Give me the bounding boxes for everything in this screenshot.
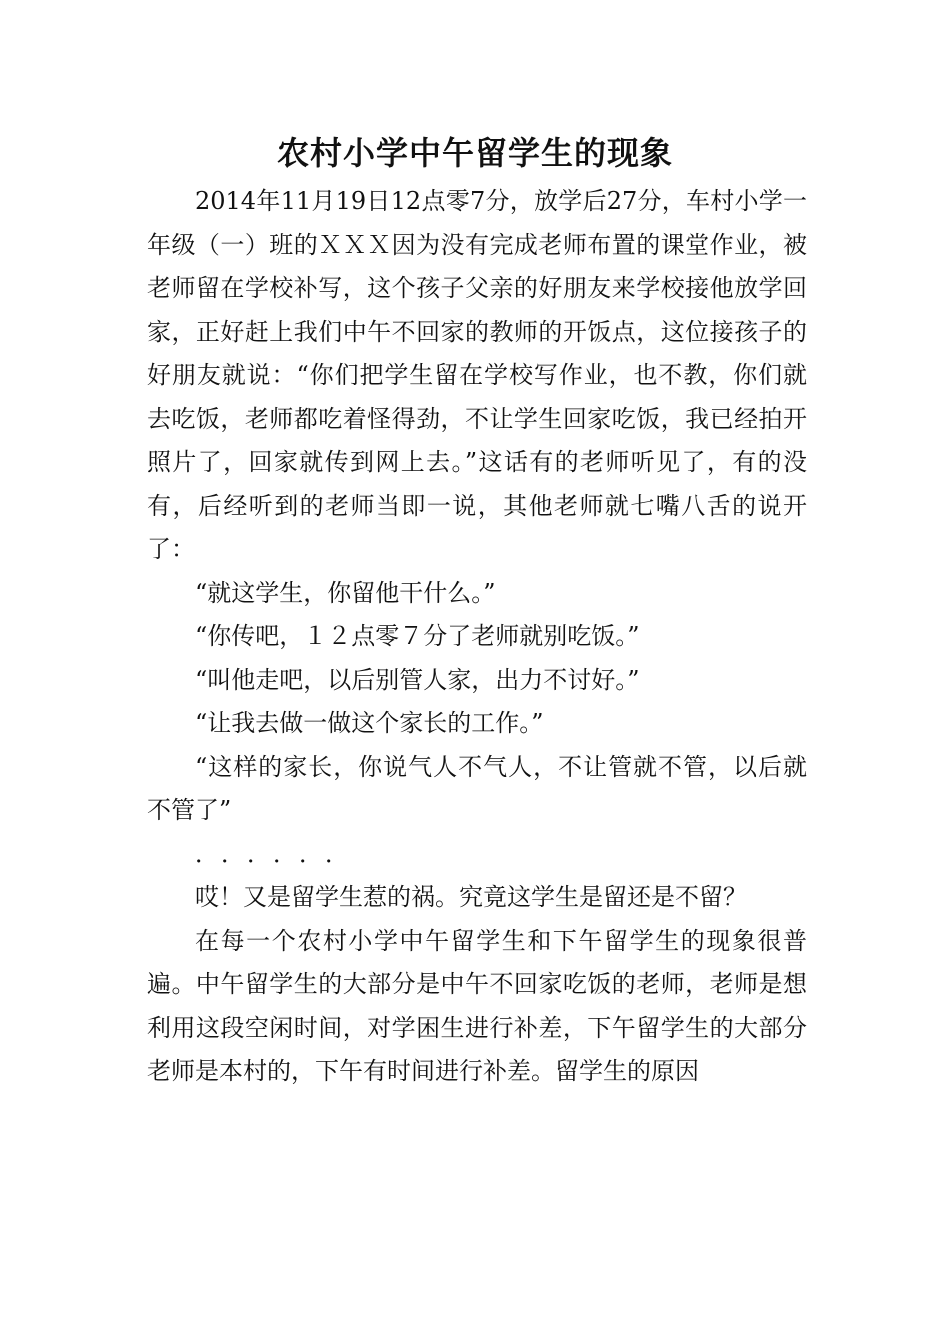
paragraph-quote-5: “这样的家长，你说气人不气人，不让管就不管，以后就不管了” [147,752,807,824]
paragraph-quote-2: “你传吧，１２点零７分了老师就别吃饭。” [195,622,640,650]
paragraph-ellipsis: ．．．．．． [195,839,363,868]
paragraph-quote-1: “就这学生，你留他干什么。” [195,578,496,607]
paragraph-analysis: 在每一个农村小学中午留学生和下午留学生的现象很普遍。中午留学生的大部分是中午不回家吃饭的老师，老师是想利用这段空闲时间，对学困生进行补差，下午留学生的大部分老师是本村的，下午有时间进行补差。留学生的原因 [147,926,807,1085]
document-title: 农村小学中午留学生的现象 [276,134,673,172]
paragraph-quote-3: “叫他走吧，以后别管人家，出力不讨好。” [195,665,640,694]
document-body [147,180,807,1094]
paragraph-question: 哎！又是留学生惹的祸。究竟这学生是留还是不留？ [195,883,747,911]
paragraph-incident: 2014年11月19日12点零7分，放学后27分，车村小学一年级（一）班的ＸＸＸ因为没有完成老师布置的课堂作业，被老师留在学校补写，这个孩子父亲的好朋友来学校接他放学回家，正好赶上我们中午不回家的教师的开饭点，这位接孩子的好朋友就说：“你们把学生留在学校写作业，也不教，你们就去吃饭，老师都吃着怪得劲，不让学生回家吃饭，我已经拍开照片了，回家就传到网上去。”这话有的老师听见了，有的没有，后经听到的老师当即一说，其他老师就七嘴八舌的说开了： [147,187,807,563]
paragraph-quote-4: “让我去做一做这个家长的工作。” [195,709,544,737]
